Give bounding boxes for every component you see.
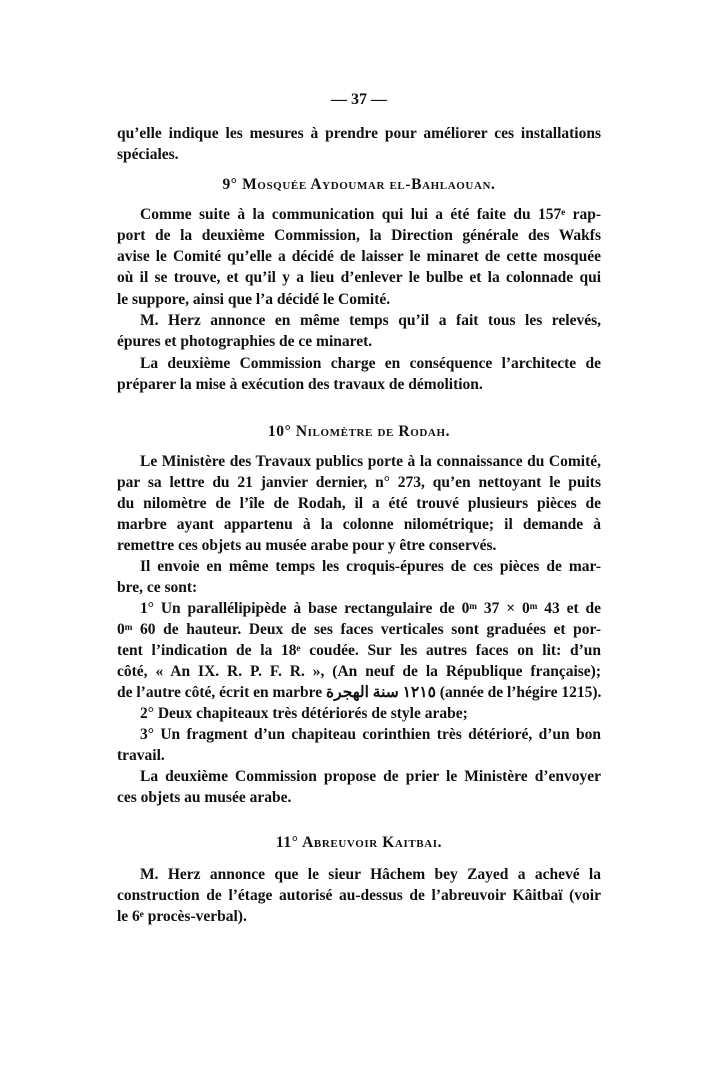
text-line: tent l’indication de la 18ᵉ coudée. Sur les autres faces on lit: d’un: [117, 642, 601, 659]
text-line: côté, « An IX. R. P. F. R. », (An neuf de la République française);: [117, 663, 601, 680]
text-line: Il envoie en même temps les croquis-épures de ces pièces de mar-: [140, 558, 601, 575]
text-line: ces objets au musée arabe.: [117, 789, 292, 806]
text-line: qu’elle indique les mesures à prendre pour améliorer ces installations: [117, 125, 601, 142]
text-line: La deuxième Commission charge en conséquence l’architecte de: [140, 355, 601, 372]
text-line: par sa lettre du 21 janvier dernier, n° 273, qu’en nettoyant le puits: [117, 474, 601, 491]
text-line: spéciales.: [117, 146, 179, 163]
text-line: port de la deuxième Commission, la Direction générale des Wakfs: [117, 227, 601, 244]
text-line: remettre ces objets au musée arabe pour y être conservés.: [117, 537, 497, 554]
text-line: de l’autre côté, écrit en marbre ١٢١٥ سنة الهجرة (année de l’hégire 1215).: [117, 684, 602, 701]
text-line: préparer la mise à exécution des travaux de démolition.: [117, 376, 483, 393]
text-line: du nilomètre de l’île de Rodah, il a été trouvé plusieurs pièces de: [117, 495, 601, 512]
text-line: M. Herz annonce en même temps qu’il a fait tous les relevés,: [140, 312, 601, 329]
text-line: 1° Un parallélipipède à base rectangulaire de 0ᵐ 37 × 0ᵐ 43 et de: [140, 600, 601, 617]
text-line: avise le Comité qu’elle a décidé de laisser le minaret de cette mosquée: [117, 248, 601, 265]
text-line: marbre ayant appartenu à la colonne nilométrique; il demande à: [117, 516, 601, 533]
text-line: construction de l’étage autorisé au-dessus de l’abreuvoir Kâitbaï (voir: [117, 887, 601, 904]
text-line: Le Ministère des Travaux publics porte à la connaissance du Comité,: [140, 453, 601, 470]
text-line: bre, ce sont:: [117, 579, 198, 596]
text-line: 3° Un fragment d’un chapiteau corinthien très détérioré, d’un bon: [140, 726, 601, 743]
text-line: où il se trouve, et qu’il y a lieu d’enlever le bulbe et la colonnade qui: [117, 269, 601, 286]
section-heading: 9° Mosquée Aydoumar el-Bahlaouan.: [222, 176, 496, 193]
text-line: Comme suite à la communication qui lui a été faite du 157ᵉ rap-: [140, 206, 601, 223]
text-line: le 6ᵉ procès-verbal).: [117, 908, 247, 925]
text-line: La deuxième Commission propose de prier le Ministère d’envoyer: [140, 768, 601, 785]
text-line: 0ᵐ 60 de hauteur. Deux de ses faces verticales sont graduées et por-: [117, 621, 601, 638]
page-number: — 37 —: [331, 91, 387, 108]
text-line: travail.: [117, 747, 165, 764]
text-line: 2° Deux chapiteaux très détériorés de style arabe;: [140, 705, 468, 722]
section-heading: 10° Nilomètre de Rodah.: [267, 423, 451, 440]
text-line: M. Herz annonce que le sieur Hâchem bey Zayed a achevé la: [140, 866, 601, 883]
text-line: le suppore, ainsi que l’a décidé le Comité.: [117, 291, 391, 308]
section-heading: 11° Abreuvoir Kaitbai.: [275, 834, 443, 851]
text-line: épures et photographies de ce minaret.: [117, 333, 373, 350]
